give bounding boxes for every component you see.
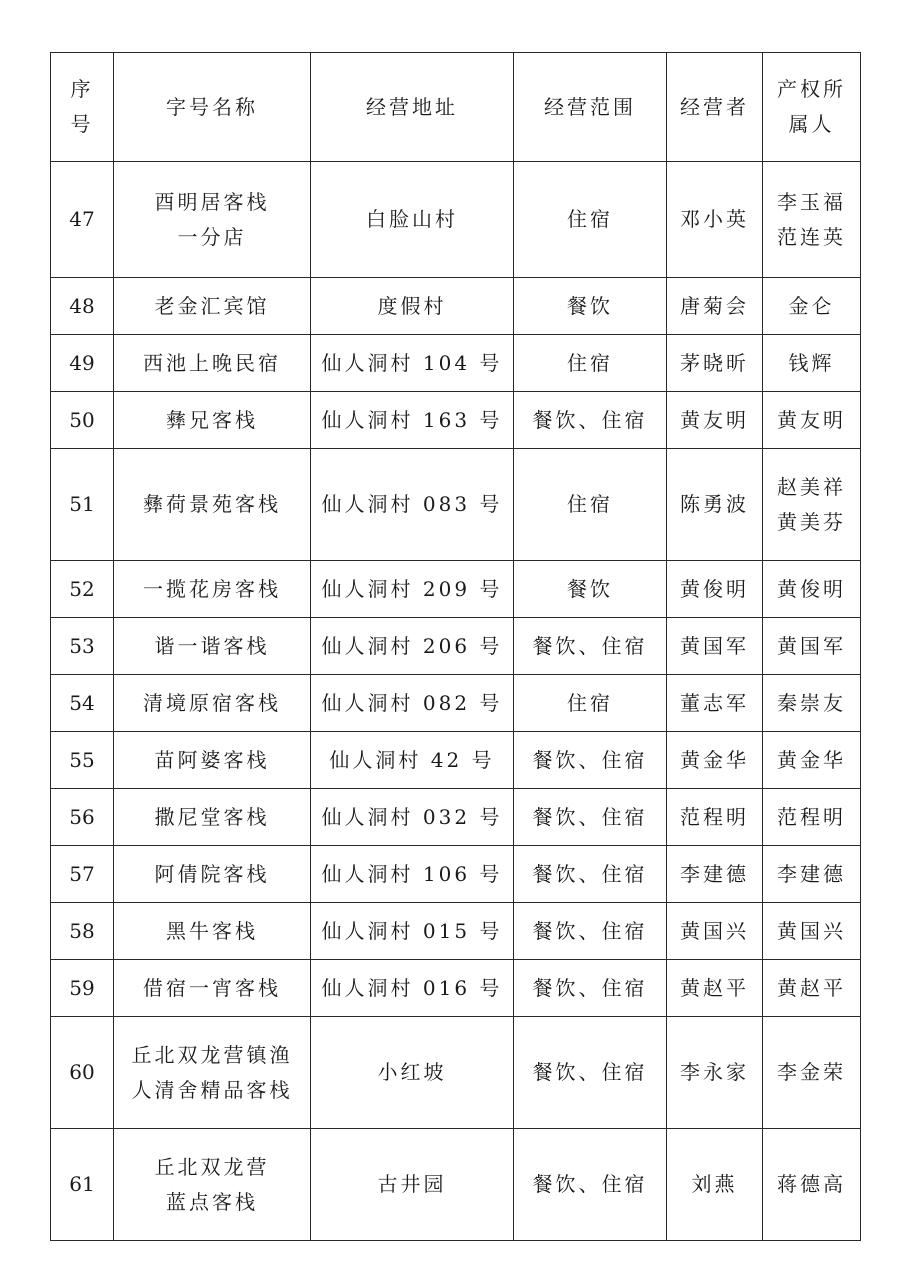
cell-serial-number: 51 (51, 449, 114, 561)
header-business-name: 字号名称 (114, 53, 311, 162)
cell-serial-number: 53 (51, 618, 114, 675)
cell-address: 仙人洞村 082 号 (311, 675, 514, 732)
cell-operator: 黄俊明 (667, 561, 763, 618)
cell-serial-number: 59 (51, 960, 114, 1017)
cell-business-scope: 餐饮、住宿 (514, 903, 667, 960)
cell-operator: 范程明 (667, 789, 763, 846)
cell-address: 仙人洞村 083 号 (311, 449, 514, 561)
cell-property-owner: 李金荣 (763, 1017, 861, 1129)
cell-operator: 李永家 (667, 1017, 763, 1129)
cell-serial-number: 50 (51, 392, 114, 449)
cell-business-name: 酉明居客栈 一分店 (114, 162, 311, 278)
cell-operator: 茅晓昕 (667, 335, 763, 392)
cell-business-scope: 住宿 (514, 162, 667, 278)
cell-business-name: 丘北双龙营 蓝点客栈 (114, 1129, 311, 1241)
table-row (51, 162, 861, 278)
cell-serial-number: 55 (51, 732, 114, 789)
cell-serial-number: 60 (51, 1017, 114, 1129)
table-row (51, 675, 861, 732)
header-operator: 经营者 (667, 53, 763, 162)
header-row (51, 53, 861, 162)
cell-serial-number: 61 (51, 1129, 114, 1241)
cell-business-name: 彝荷景苑客栈 (114, 449, 311, 561)
cell-operator: 邓小英 (667, 162, 763, 278)
cell-business-name: 西池上晚民宿 (114, 335, 311, 392)
table-row (51, 449, 861, 561)
cell-address: 仙人洞村 016 号 (311, 960, 514, 1017)
table-row (51, 732, 861, 789)
cell-business-name: 老金汇宾馆 (114, 278, 311, 335)
table-body (51, 162, 861, 1241)
cell-business-scope: 餐饮、住宿 (514, 789, 667, 846)
table-row (51, 278, 861, 335)
cell-operator: 黄赵平 (667, 960, 763, 1017)
cell-serial-number: 58 (51, 903, 114, 960)
cell-serial-number: 47 (51, 162, 114, 278)
cell-address: 古井园 (311, 1129, 514, 1241)
cell-property-owner: 黄友明 (763, 392, 861, 449)
header-property-owner: 产权所 属人 (763, 53, 861, 162)
cell-property-owner: 黄赵平 (763, 960, 861, 1017)
table-row (51, 1129, 861, 1241)
cell-address: 仙人洞村 104 号 (311, 335, 514, 392)
table-row (51, 846, 861, 903)
cell-business-scope: 餐饮、住宿 (514, 392, 667, 449)
cell-property-owner: 金仑 (763, 278, 861, 335)
table-row (51, 618, 861, 675)
cell-business-scope: 餐饮、住宿 (514, 1017, 667, 1129)
cell-operator: 董志军 (667, 675, 763, 732)
cell-business-scope: 餐饮、住宿 (514, 618, 667, 675)
table-row (51, 789, 861, 846)
cell-business-scope: 餐饮、住宿 (514, 732, 667, 789)
cell-business-scope: 餐饮、住宿 (514, 1129, 667, 1241)
cell-business-name: 借宿一宵客栈 (114, 960, 311, 1017)
table-row (51, 392, 861, 449)
cell-operator: 刘燕 (667, 1129, 763, 1241)
cell-operator: 黄国军 (667, 618, 763, 675)
cell-business-name: 谐一谐客栈 (114, 618, 311, 675)
cell-property-owner: 李建德 (763, 846, 861, 903)
table-row (51, 1017, 861, 1129)
cell-serial-number: 49 (51, 335, 114, 392)
cell-serial-number: 56 (51, 789, 114, 846)
cell-business-name: 撒尼堂客栈 (114, 789, 311, 846)
cell-property-owner: 秦崇友 (763, 675, 861, 732)
cell-operator: 李建德 (667, 846, 763, 903)
cell-business-scope: 住宿 (514, 449, 667, 561)
cell-property-owner: 黄俊明 (763, 561, 861, 618)
header-address: 经营地址 (311, 53, 514, 162)
table-row (51, 335, 861, 392)
cell-property-owner: 蒋德高 (763, 1129, 861, 1241)
cell-serial-number: 52 (51, 561, 114, 618)
cell-property-owner: 赵美祥 黄美芬 (763, 449, 861, 561)
cell-operator: 黄友明 (667, 392, 763, 449)
cell-property-owner: 李玉福 范连英 (763, 162, 861, 278)
cell-business-name: 阿倩院客栈 (114, 846, 311, 903)
header-business-scope: 经营范围 (514, 53, 667, 162)
cell-business-name: 苗阿婆客栈 (114, 732, 311, 789)
cell-address: 白脸山村 (311, 162, 514, 278)
cell-address: 仙人洞村 163 号 (311, 392, 514, 449)
cell-address: 仙人洞村 015 号 (311, 903, 514, 960)
cell-business-name: 丘北双龙营镇渔 人清舍精品客栈 (114, 1017, 311, 1129)
cell-business-name: 黑牛客栈 (114, 903, 311, 960)
cell-property-owner: 黄国军 (763, 618, 861, 675)
cell-operator: 黄金华 (667, 732, 763, 789)
document-page (50, 52, 860, 1241)
cell-operator: 陈勇波 (667, 449, 763, 561)
cell-operator: 黄国兴 (667, 903, 763, 960)
cell-property-owner: 范程明 (763, 789, 861, 846)
cell-business-scope: 餐饮 (514, 278, 667, 335)
cell-serial-number: 48 (51, 278, 114, 335)
cell-business-scope: 餐饮、住宿 (514, 960, 667, 1017)
cell-serial-number: 57 (51, 846, 114, 903)
cell-property-owner: 钱辉 (763, 335, 861, 392)
table-header (51, 53, 861, 162)
cell-address: 仙人洞村 032 号 (311, 789, 514, 846)
cell-property-owner: 黄金华 (763, 732, 861, 789)
table-row (51, 960, 861, 1017)
cell-address: 小红坡 (311, 1017, 514, 1129)
cell-business-scope: 住宿 (514, 675, 667, 732)
cell-business-name: 彝兄客栈 (114, 392, 311, 449)
header-serial-number: 序 号 (51, 53, 114, 162)
cell-business-name: 清境原宿客栈 (114, 675, 311, 732)
business-register-table (50, 52, 861, 1241)
cell-business-scope: 餐饮 (514, 561, 667, 618)
cell-address: 仙人洞村 206 号 (311, 618, 514, 675)
cell-serial-number: 54 (51, 675, 114, 732)
cell-address: 仙人洞村 42 号 (311, 732, 514, 789)
cell-business-name: 一揽花房客栈 (114, 561, 311, 618)
cell-business-scope: 餐饮、住宿 (514, 846, 667, 903)
table-row (51, 903, 861, 960)
cell-operator: 唐菊会 (667, 278, 763, 335)
cell-property-owner: 黄国兴 (763, 903, 861, 960)
cell-address: 度假村 (311, 278, 514, 335)
cell-business-scope: 住宿 (514, 335, 667, 392)
table-row (51, 561, 861, 618)
cell-address: 仙人洞村 106 号 (311, 846, 514, 903)
cell-address: 仙人洞村 209 号 (311, 561, 514, 618)
